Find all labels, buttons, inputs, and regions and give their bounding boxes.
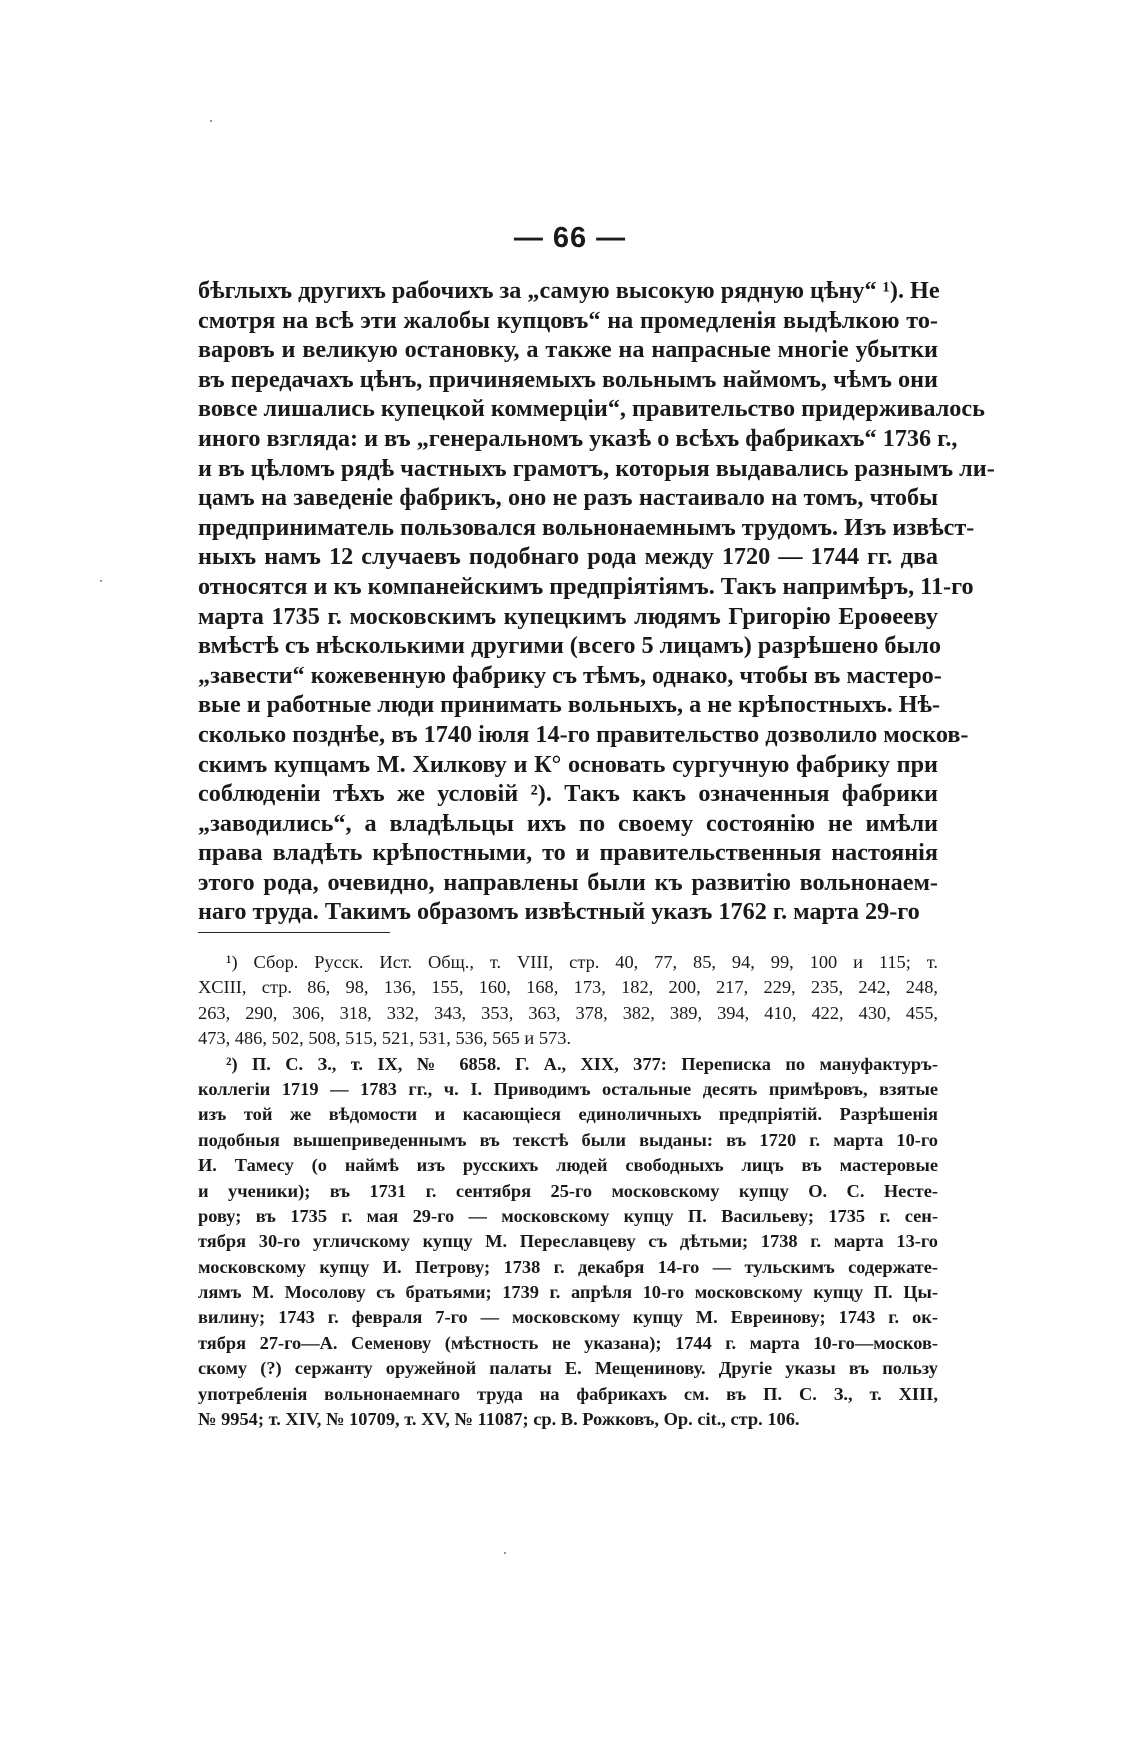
footnote-line: 263, 290, 306, 318, 332, 343, 353, 363, 378, 382, 389, 394, 410, 422, 430, 455, (198, 1002, 938, 1023)
footnote-line: и ученики); въ 1731 г. сентября 25-го московскому купцу О. С. Несте- (198, 1180, 938, 1201)
footnote-line: № 9954; т. XIV, № 10709, т. XV, № 11087; ср. В. Рожковъ, Op. cit., стр. 106. (198, 1409, 800, 1430)
text-line: права владѣть крѣпостными, то и правительственныя настоянія (198, 839, 938, 867)
text-line: относятся и къ компанейскимъ предпріятіямъ. Такъ напримѣръ, 11-го (198, 572, 974, 600)
text-line: ныхъ намъ 12 случаевъ подобнаго рода между 1720 — 1744 гг. два (198, 543, 938, 571)
text-line: вовсе лишались купецкой коммерціи“, правительство придерживалось (198, 395, 985, 423)
text-line: смотря на всѣ эти жалобы купцовъ“ на промедленія выдѣлкою то- (198, 306, 938, 334)
footnote-line: ¹) Сбор. Русск. Ист. Общ., т. VIII, стр. 40, 77, 85, 94, 99, 100 и 115; т. (226, 952, 938, 972)
footnote-line: употребленія вольнонаемнаго труда на фабрикахъ см. въ П. С. З., т. XIII, (198, 1383, 938, 1404)
text-line: вые и работные люди принимать вольныхъ, а не крѣпостныхъ. Нѣ- (198, 691, 941, 719)
text-line: наго труда. Такимъ образомъ извѣстный указъ 1762 г. марта 29-го (198, 898, 920, 926)
text-line: „завести“ кожевенную фабрику съ тѣмъ, однако, чтобы въ мастеро- (198, 661, 942, 689)
page-number: — 66 — (513, 222, 627, 254)
footnote-line: 473, 486, 502, 508, 515, 521, 531, 536, 565 и 573. (198, 1028, 572, 1049)
footnote-line: тября 30-го угличскому купцу М. Переславцеву съ дѣтьми; 1738 г. марта 13-го (198, 1231, 938, 1252)
footnote-2 (198, 1052, 938, 1433)
footnote-line: изъ той же вѣдомости и касающіеся единоличныхъ предпріятій. Разрѣшенія (198, 1104, 938, 1125)
text-line: этого рода, очевидно, направлены были къ развитію вольнонаем- (198, 868, 938, 896)
text-line: бѣглыхъ другихъ рабочихъ за „самую высокую рядную цѣну“ ¹). Не (198, 277, 940, 304)
text-line: варовъ и великую остановку, а также на напрасные многіе убытки (198, 336, 938, 364)
footnote-1 (198, 950, 938, 1052)
footnote-line: вилину; 1743 г. февраля 7-го — московскому купцу М. Евреинову; 1743 г. ок- (198, 1307, 938, 1328)
text-line: марта 1735 г. московскимъ купецкимъ людямъ Григорію Ероѳееву (198, 602, 938, 630)
footnote-line: московскому купцу И. Петрову; 1738 г. декабря 14-го — тульскимъ содержате- (198, 1256, 938, 1277)
text-line: соблюденіи тѣхъ же условій ²). Такъ какъ означенныя фабрики (198, 780, 938, 808)
footnote-line: И. Тамесу (о наймѣ изъ русскихъ людей свободныхъ лицъ въ мастеровые (198, 1155, 938, 1176)
text-line: и въ цѣломъ рядѣ частныхъ грамотъ, которыя выдавались разнымъ ли- (198, 454, 995, 482)
paper-speck (504, 1552, 506, 1554)
footnote-line: лямъ М. Мосолову съ братьями; 1739 г. апрѣля 10-го московскому купцу П. Цы- (198, 1282, 938, 1303)
text-line: сколько позднѣе, въ 1740 іюля 14-го правительство дозволило москов- (198, 720, 969, 748)
paper-speck (100, 580, 102, 582)
footnote-line: рову; въ 1735 г. мая 29-го — московскому купцу П. Васильеву; 1735 г. сен- (198, 1205, 938, 1226)
text-line: „заводились“, а владѣльцы ихъ по своему состоянію не имѣли (198, 809, 938, 837)
text-line: скимъ купцамъ М. Хилкову и К° основать сургучную фабрику при (198, 750, 938, 778)
footnote-divider (198, 932, 390, 933)
footnote-line: подобныя вышеприведеннымъ въ текстѣ были выданы: въ 1720 г. марта 10-го (198, 1129, 938, 1150)
text-line: цамъ на заведеніе фабрикъ, оно не разъ настаивало на томъ, чтобы (198, 484, 938, 512)
footnote-line: коллегіи 1719 — 1783 гг., ч. I. Приводимъ остальные десять примѣровъ, взятые (198, 1078, 938, 1099)
footnote-line: тября 27-го—А. Семенову (мѣстность не указана); 1744 г. марта 10-го—москов- (198, 1332, 938, 1353)
text-line: въ передачахъ цѣнъ, причиняемыхъ вольнымъ наймомъ, чѣмъ они (198, 365, 938, 393)
text-line: предприниматель пользовался вольнонаемнымъ трудомъ. Изъ извѣст- (198, 513, 975, 541)
text-line: иного взгляда: и въ „генеральномъ указѣ о всѣхъ фабрикахъ“ 1736 г., (198, 424, 958, 452)
text-line: вмѣстѣ съ нѣсколькими другими (всего 5 лицамъ) разрѣшено было (198, 632, 941, 660)
paper-speck (210, 120, 212, 122)
footnote-line: ²) П. С. З., т. IX, № 6858. Г. А., XIX, 377: Переписка по мануфактуръ- (226, 1053, 938, 1074)
footnotes (198, 950, 938, 1432)
main-text (198, 276, 995, 927)
footnote-line: скому (?) сержанту оружейной палаты Е. Мещенинову. Другіе указы въ пользу (198, 1358, 938, 1379)
footnote-line: XCIII, стр. 86, 98, 136, 155, 160, 168, 173, 182, 200, 217, 229, 235, 242, 248, (198, 977, 938, 998)
